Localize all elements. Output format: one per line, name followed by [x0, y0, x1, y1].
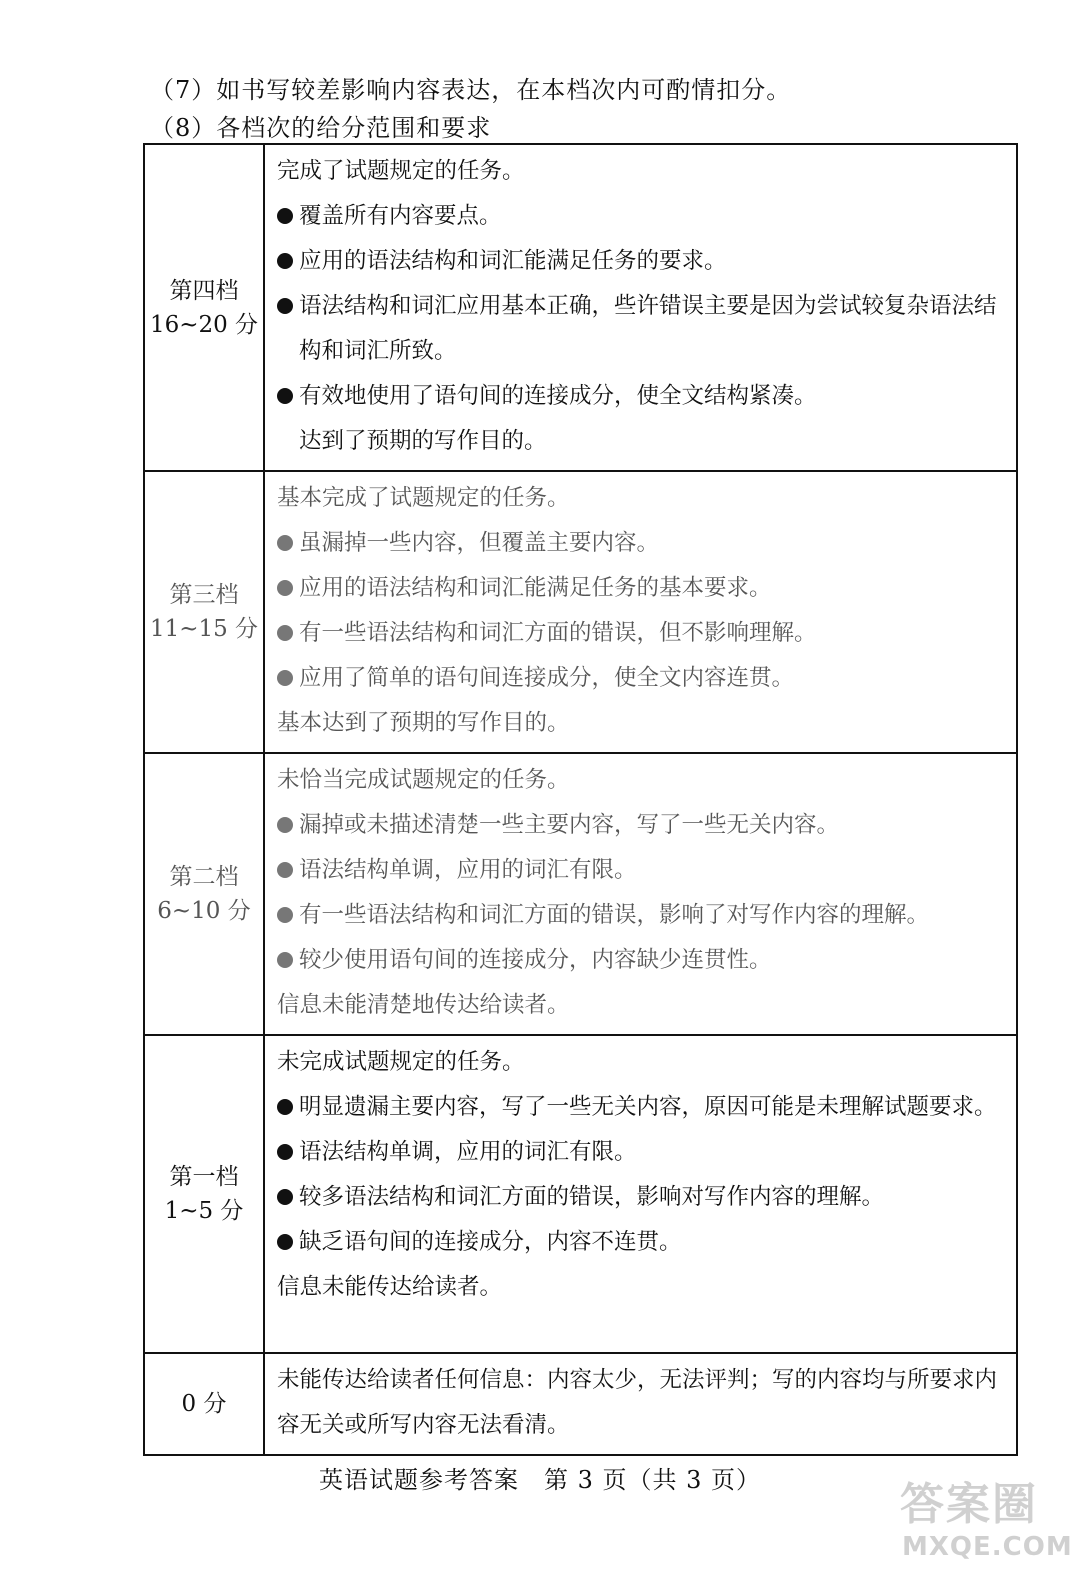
level-name: 0 分: [181, 1391, 227, 1417]
table-row: [144, 1353, 1017, 1455]
criteria-text: 语法结构单调，应用的词汇有限。: [299, 1139, 637, 1165]
criteria-cell: [264, 1035, 1017, 1353]
criteria-cell: [264, 471, 1017, 753]
bullet-dot-icon: [277, 862, 293, 878]
criteria-item: [277, 1085, 1004, 1130]
criteria-text: 虽漏掉一些内容，但覆盖主要内容。: [299, 530, 660, 556]
level-cell: [144, 1035, 264, 1353]
table-row: [144, 1035, 1017, 1353]
bullet-dot-icon: [277, 1189, 293, 1205]
criteria-conclusion: 信息未能清楚地传达给读者。: [277, 992, 570, 1018]
level-score: 11~15 分: [149, 616, 259, 642]
watermark-logo: 答案圈: [900, 1479, 1038, 1530]
criteria-item: [277, 803, 1004, 848]
bullet-dot-icon: [277, 253, 293, 269]
criteria-text: 有一些语法结构和词汇方面的错误，但不影响理解。: [299, 620, 817, 646]
level-score: 6~10 分: [157, 898, 251, 924]
criteria-cell: [264, 753, 1017, 1035]
criteria-text: 有效地使用了语句间的连接成分，使全文结构紧凑。: [299, 383, 817, 409]
bullet-dot-icon: [277, 535, 293, 551]
criteria-text: 应用的语法结构和词汇能满足任务的基本要求。: [299, 575, 772, 601]
level-score: 16~20 分: [149, 311, 259, 338]
criteria-text: 漏掉或未描述清楚一些主要内容，写了一些无关内容。: [299, 812, 840, 838]
watermark-site: MXQE.COM: [902, 1532, 1073, 1562]
bullet-dot-icon: [277, 907, 293, 923]
scoring-note-7: （7）如书写较差影响内容表达，在本档次内可酌情扣分。: [150, 76, 792, 104]
bullet-dot-icon: [277, 1144, 293, 1160]
bullet-dot-icon: [277, 580, 293, 596]
site-watermark: [900, 1478, 1073, 1573]
criteria-text: 未能传达给读者任何信息：内容太少，无法评判；写的内容均与所要求内容无关或所写内容无法看清。: [277, 1367, 998, 1438]
criteria-conclusion: 基本达到了预期的写作目的。: [277, 710, 570, 736]
criteria-text: 覆盖所有内容要点。: [299, 203, 502, 229]
criteria-cell: [264, 1353, 1017, 1455]
bullet-dot-icon: [277, 670, 293, 686]
criteria-text: 有一些语法结构和词汇方面的错误，影响了对写作内容的理解。: [299, 902, 930, 928]
table-row: [144, 753, 1017, 1035]
level-cell: [144, 144, 264, 471]
criteria-summary: 未恰当完成试题规定的任务。: [277, 767, 570, 793]
criteria-text: 较少使用语句间的连接成分，内容缺少连贯性。: [299, 947, 772, 973]
level-name: 第二档: [169, 864, 239, 890]
level-name: 第三档: [169, 582, 239, 608]
criteria-conclusion: 达到了预期的写作目的。: [299, 428, 547, 454]
criteria-text: 应用的语法结构和词汇能满足任务的要求。: [299, 248, 727, 274]
criteria-text: 较多语法结构和词汇方面的错误，影响对写作内容的理解。: [299, 1184, 885, 1210]
criteria-item: [277, 194, 1004, 239]
criteria-item: [277, 374, 1004, 419]
criteria-item: [277, 566, 1004, 611]
level-cell: [144, 753, 264, 1035]
bullet-dot-icon: [277, 1234, 293, 1250]
bullet-dot-icon: [277, 298, 293, 314]
criteria-text: 应用了简单的语句间连接成分，使全文内容连贯。: [299, 665, 795, 691]
criteria-text: 缺乏语句间的连接成分，内容不连贯。: [299, 1229, 682, 1255]
bullet-dot-icon: [277, 208, 293, 224]
criteria-item: [277, 1220, 1004, 1265]
level-cell: [144, 471, 264, 753]
bullet-dot-icon: [277, 952, 293, 968]
criteria-item: [277, 938, 1004, 983]
table-row: [144, 144, 1017, 471]
criteria-item: [277, 521, 1004, 566]
criteria-item: [277, 848, 1004, 893]
criteria-summary: 完成了试题规定的任务。: [277, 158, 525, 184]
criteria-cell: [264, 144, 1017, 471]
criteria-item: [277, 656, 1004, 701]
criteria-summary: 基本完成了试题规定的任务。: [277, 485, 570, 511]
criteria-conclusion: 信息未能传达给读者。: [277, 1274, 503, 1300]
criteria-text: 语法结构和词汇应用基本正确，些许错误主要是因为尝试较复杂语法结构和词汇所致。: [299, 293, 997, 364]
bullet-dot-icon: [277, 1099, 293, 1115]
level-cell: [144, 1353, 264, 1455]
bullet-dot-icon: [277, 625, 293, 641]
criteria-item: [277, 893, 1004, 938]
criteria-text: 明显遗漏主要内容，写了一些无关内容，原因可能是未理解试题要求。: [299, 1094, 997, 1120]
criteria-item: [277, 239, 1004, 284]
bullet-dot-icon: [277, 388, 293, 404]
scoring-note-8: （8）各档次的给分范围和要求: [150, 114, 492, 142]
level-name: 第一档: [169, 1164, 239, 1190]
level-score: 1~5 分: [164, 1198, 244, 1224]
page-footer: 英语试题参考答案 第 3 页（共 3 页）: [318, 1466, 762, 1494]
bullet-dot-icon: [277, 817, 293, 833]
level-name: 第四档: [169, 277, 239, 304]
criteria-text: 语法结构单调，应用的词汇有限。: [299, 857, 637, 883]
grading-table: [143, 143, 1018, 1456]
criteria-summary: 未完成试题规定的任务。: [277, 1049, 525, 1075]
criteria-item: [277, 284, 1004, 374]
criteria-item: [277, 1175, 1004, 1220]
criteria-item: [277, 611, 1004, 656]
table-row: [144, 471, 1017, 753]
criteria-item: [277, 1130, 1004, 1175]
